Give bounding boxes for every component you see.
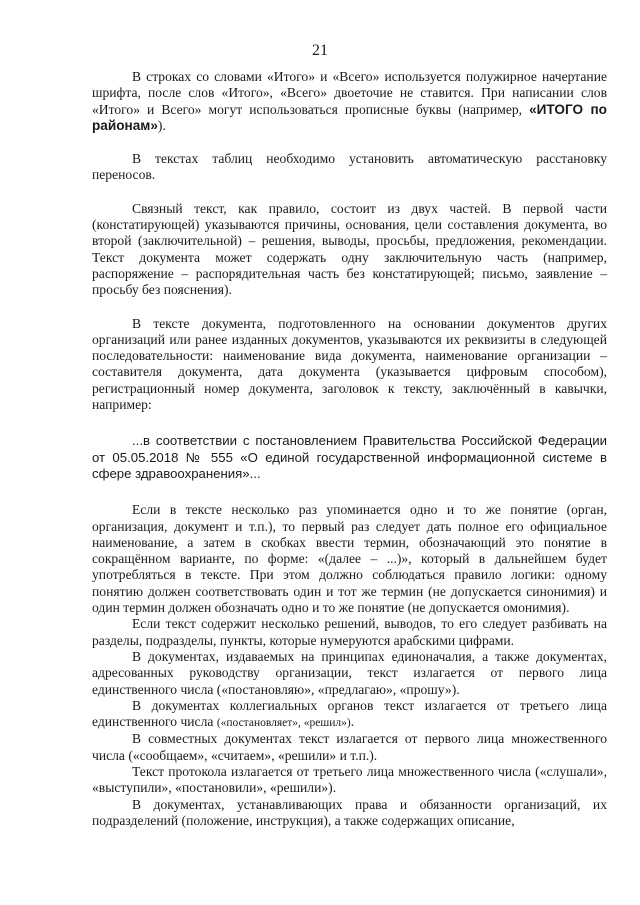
paragraph-protocol: Текст протокола излагается от третьего лица множественного числа («слушали», «выступили», «постановили», «решили»). <box>92 763 607 796</box>
paragraph-text: В строках со словами «Итого» и «Всего» используется полужирное начертание шрифта, после слов «Итого», «Всего» двоеточие не ставится. При написании слов «Итого» и Всего» могут использоваться прописные буквы (например, <box>92 69 607 117</box>
small-example: («постановляет», «решил») <box>216 717 351 730</box>
paragraph-first-person-singular: В документах, издаваемых на принципах единоначалия, а также документах, адресованных руководству организации, текст излагается от первого лица единственного числа («постановляю», «предлагаю», «прошу»). <box>92 648 607 697</box>
paragraph-totals-formatting <box>92 69 607 134</box>
quoted-example: ...в соответствии с постановлением Правительства Российской Федерации от 05.05.2018 № 555 «О единой государственной информационной системе в сфере здравоохранения»... <box>92 433 607 481</box>
bold-example: «ИТОГО по районам» <box>92 101 607 133</box>
paragraph-text: В документах коллегиальных органов текст излагается от третьего лица единственного числа <box>92 697 607 730</box>
paragraph-joint-documents: В совместных документах текст излагается от первого лица множественного числа («сообщаем», «считаем», «решили» и т.п.). <box>92 731 607 763</box>
paragraph-table-hyphenation: В текстах таблиц необходимо установить автоматическую расстановку переносов. <box>92 151 607 183</box>
paragraph-text: ). <box>157 117 166 133</box>
paragraph-document-references: В тексте документа, подготовленного на основании документов других организаций или ранее изданных документов, указываются их реквизиты в следующей последовательности: наименование вида документа, наименование организации – составителя документа, дата документа (указывается цифровым способом), регистрационный номер документа, заголовок к тексту, заключённый в кавычки, например: <box>92 315 607 413</box>
paragraph-connected-text: Связный текст, как правило, состоит из двух частей. В первой части (констатирующей) указываются причины, основания, цели составления документа, во второй (заключительной) – решения, выводы, просьбы, предложения, рекомендации. Текст документа может содержать одну заключительную часть (например, распоряжение – распорядительная часть без констатирующей; письмо, заявление – просьбу без пояснения). <box>92 200 607 298</box>
paragraph-rights-obligations: В документах, устанавливающих права и обязанности организаций, их подразделений (положение, инструкция), а также содержащих описание, <box>92 796 607 828</box>
paragraph-terms: Если в тексте несколько раз упоминается одно и то же понятие (орган, организация, документ и т.п.), то первый раз следует дать полное его официальное наименование, а затем в скобках ввести термин, обозначающий это понятие в сокращённом варианте, по форме: «(далее – ...)», который в дальнейшем будет употребляться в тексте. При этом должно соблюдаться правило логики: одному понятию должен соответствовать один и тот же термин (не допускается синонимия) и один термин должен обозначать одно и то же понятие (не допускается омонимия). <box>92 502 607 616</box>
document-body <box>92 69 607 829</box>
paragraph-sections: Если текст содержит несколько решений, выводов, то его следует разбивать на разделы, подразделы, пункты, которые нумеруются арабскими цифрами. <box>92 616 607 648</box>
page-number: 21 <box>312 42 328 59</box>
paragraph-text: . <box>350 714 355 730</box>
paragraph-collegial-bodies <box>92 698 607 732</box>
